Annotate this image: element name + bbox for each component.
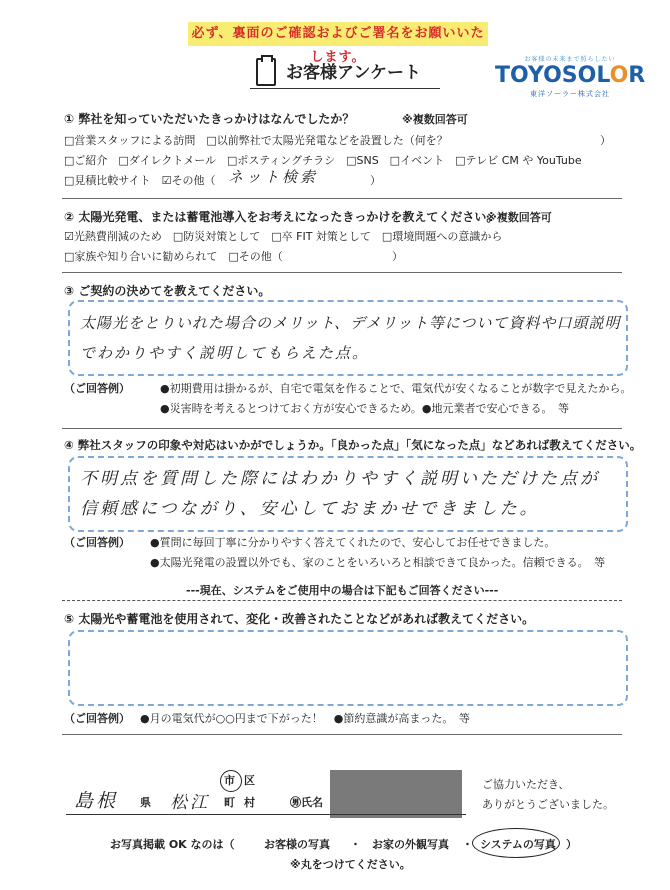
- ward-suffix: 区: [244, 774, 255, 787]
- address-underline: [66, 814, 466, 815]
- thanks-line1: ご協力いただき、: [482, 778, 570, 791]
- logo-tagline: お客様の未来まで照らしたい: [524, 56, 616, 63]
- q4-example-label: （ご回答例）: [64, 536, 130, 549]
- city-suffix: 市: [224, 774, 235, 787]
- q1-multiple-tag: ※複数回答可: [402, 113, 468, 126]
- village-suffix: 村: [244, 796, 255, 809]
- town-suffix: 町: [224, 796, 235, 809]
- q2-options-line2[interactable]: □家族や知り合いに勧められて □その他（: [64, 250, 283, 263]
- q2-line2-close: ）: [392, 250, 403, 263]
- q1-options-line2[interactable]: □ご紹介 □ダイレクトメール □ポスティングチラシ □SNS □イベント □テレビ CM や YouTube: [64, 154, 582, 167]
- photo-note: ※丸をつけてください。: [290, 858, 411, 871]
- logo-company: 東洋ソーラー株式会社: [530, 90, 610, 98]
- q2-heading: ② 太陽光発電、または蓄電池導入をお考えになったきっかけを教えてください。: [64, 210, 499, 224]
- title-underline: [250, 88, 440, 89]
- divider: [62, 428, 622, 429]
- logo-name-pre: TOYOSOL: [495, 63, 610, 88]
- thanks-line2: ありがとうございました。: [482, 798, 614, 811]
- q2-multiple-tag: ※複数回答可: [486, 211, 552, 224]
- page-title: お客様アンケート: [286, 63, 421, 83]
- q5-example-label: （ご回答例）: [64, 712, 130, 725]
- logo-sun-o: O: [609, 63, 629, 88]
- clipboard-icon: [256, 58, 276, 86]
- photo-sep-1: ・: [350, 838, 361, 851]
- q1-options-line3[interactable]: □見積比較サイト ☑その他（: [64, 174, 216, 187]
- q3-example-1: ●初期費用は掛かるが、自宅で電気を作ることで、電気代が安くなることが数字で見えたから。: [160, 382, 632, 395]
- top-notice: 必ず、裏面のご確認およびご署名をお願いいたします。: [188, 22, 488, 46]
- photo-option-system[interactable]: システムの写真: [480, 838, 556, 851]
- redacted-name: [330, 770, 462, 818]
- q1-line1-close: ）: [600, 134, 611, 147]
- company-logo: [495, 54, 645, 102]
- q3-example-label: （ご回答例）: [64, 382, 130, 395]
- q5-example-1: ●月の電気代が○○円まで下がった！ ●節約意識が高まった。 等: [140, 712, 470, 725]
- q5-heading: ⑤ 太陽光や蓄電池を使用されて、変化・改善されたことなどがあれば教えてください。: [64, 612, 535, 626]
- photo-sep-2: ・: [462, 838, 473, 851]
- q1-options-line1[interactable]: □営業スタッフによる訪問 □以前弊社で太陽光発電などを設置した（何を？: [64, 134, 448, 147]
- q2-options-line1[interactable]: ☑光熱費削減のため □防災対策として □卒 FIT 対策として □環境問題への意識から: [64, 230, 503, 243]
- usage-separator: ---現在、システムをご使用中の場合は下記もご回答ください---: [186, 584, 499, 597]
- q1-heading: ① 弊社を知っていただいたきっかけはなんでしたか？: [64, 112, 355, 126]
- divider: [62, 198, 622, 199]
- q3-heading: ③ ご契約の決めてを教えてください。: [64, 284, 271, 298]
- q5-answer-box[interactable]: [68, 630, 628, 706]
- photo-consent-label: お写真掲載 OK なのは（: [110, 838, 235, 851]
- photo-option-exterior[interactable]: お家の外観写真: [372, 838, 449, 851]
- name-label: ㊚氏名: [290, 796, 323, 809]
- logo-wordmark: [495, 63, 645, 89]
- q3-answer-line2: でわかりやすく説明してもらえた点。: [80, 344, 370, 362]
- prefecture-suffix: 県: [140, 796, 151, 809]
- logo-name-post: R: [628, 63, 646, 88]
- title-block: [250, 58, 450, 92]
- q4-example-1: ●質問に毎回丁寧に分かりやすく答えてくれたので、安心してお任せできました。: [150, 536, 556, 549]
- q1-other-answer: ネット検索: [228, 168, 319, 186]
- city-handwritten: 松江: [170, 793, 210, 813]
- prefecture-handwritten: 島根: [74, 790, 119, 812]
- q4-answer-line1: 不明点を質問した際にはわかりやすく説明いただけた点が: [80, 469, 600, 489]
- divider: [62, 734, 622, 735]
- q4-answer-line2: 信頼感につながり、安心しておまかせできました。: [80, 499, 540, 519]
- divider: [62, 272, 622, 273]
- q4-heading: ④ 弊社スタッフの印象や対応はいかがでしょうか。「良かった点」「気になった点」などあれば教えてください。: [64, 438, 642, 452]
- q3-answer-line1: 太陽光をとりいれた場合のメリット、デメリット等について資料や口頭説明: [80, 314, 621, 332]
- q1-line3-close: ）: [370, 174, 381, 187]
- q3-example-2: ●災害時を考えるとつけておく方が安心できるため。●地元業者で安心できる。 等: [160, 402, 570, 415]
- photo-close: ）: [566, 838, 577, 851]
- q4-example-2: ●太陽光発電の設置以外でも、家のことをいろいろと相談できて良かった。信頼できる。 等: [150, 556, 606, 569]
- dashed-divider: [62, 600, 622, 601]
- photo-option-customer[interactable]: お客様の写真: [264, 838, 330, 851]
